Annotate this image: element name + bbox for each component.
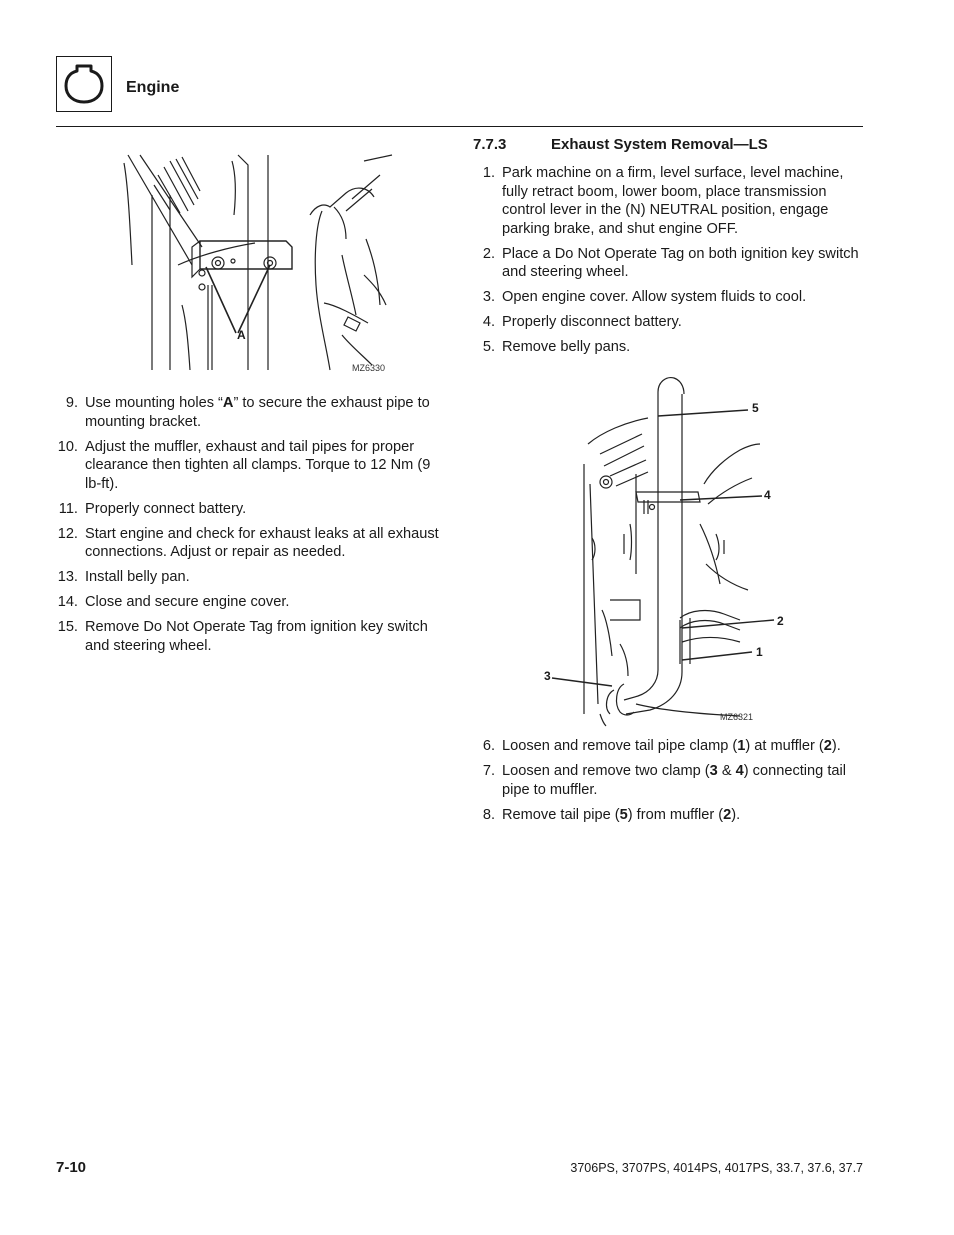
step-number: 6. — [482, 738, 495, 754]
step-text — [502, 738, 841, 754]
step-text-bold: 2 — [723, 806, 732, 823]
page-number: 7-10 — [56, 1159, 87, 1176]
callout-1: 1 — [756, 645, 763, 659]
step-text — [85, 395, 430, 430]
step-text — [85, 569, 190, 585]
step-text — [502, 165, 843, 237]
exhaust-system-illustration — [540, 374, 784, 726]
step-number: 9. — [65, 395, 78, 411]
step-text-run: Properly connect battery. — [85, 500, 247, 517]
steps-list-right-top — [473, 164, 868, 363]
callout-a: A — [237, 328, 246, 342]
step-text-run: Adjust the muffler, exhaust and tail pipes for proper clearance then tighten all clamps. Torque to 12 Nm (9 lb-ft). — [85, 438, 431, 492]
step-text-run: Close and secure engine cover. — [85, 594, 290, 610]
step-text — [85, 594, 289, 610]
step-text-run: Place a Do Not Operate Tag on both ignition key switch and steering wheel. — [502, 245, 859, 280]
step-number: 2. — [482, 245, 495, 262]
figure-code-mz6330: MZ6330 — [352, 363, 386, 373]
step-text-run: Use mounting holes “ — [85, 395, 223, 411]
header-rule — [56, 126, 863, 127]
step-text-bold: 5 — [619, 806, 628, 823]
step-text-run: Install belly pan. — [85, 569, 190, 585]
step-text-run: ” to secure the exhaust pipe to mounting bracket. — [85, 395, 430, 430]
step-number: 7. — [482, 763, 495, 779]
step-text-run: Open engine cover. Allow system fluids to cool. — [502, 289, 807, 305]
procedure-heading — [473, 136, 768, 153]
step-item — [473, 762, 868, 799]
step-text-run: Remove belly pans. — [502, 339, 631, 355]
callout-3: 3 — [544, 669, 551, 683]
step-item — [473, 737, 868, 756]
step-number: 10. — [57, 438, 78, 455]
step-text — [502, 314, 682, 330]
step-item — [473, 806, 868, 825]
steps-list-right-bottom — [473, 737, 868, 831]
step-text-run: & — [717, 763, 736, 779]
figure-exhaust-tail-pipe — [540, 374, 784, 726]
step-number: 1. — [482, 165, 495, 181]
step-text-bold: A — [222, 395, 234, 411]
procedure-title: Exhaust System Removal—LS — [551, 136, 768, 153]
step-text-run: ) connecting tail pipe to muffler. — [502, 763, 846, 798]
step-item — [56, 438, 441, 494]
step-item — [473, 313, 868, 332]
step-text-bold: 1 — [737, 738, 746, 754]
step-item — [56, 618, 441, 655]
step-number: 11. — [58, 500, 78, 517]
step-text — [85, 501, 246, 517]
step-text-run: ). — [731, 806, 741, 823]
step-text — [502, 807, 740, 823]
step-text-run: ) at muffler ( — [745, 738, 824, 754]
callout-5: 5 — [752, 401, 759, 415]
model-list: 3706PS, 3707PS, 4014PS, 4017PS, 33.7, 37.6, 37.7 — [570, 1161, 863, 1175]
step-item — [56, 568, 441, 587]
procedure-number: 7.7.3 — [473, 136, 507, 153]
section-title: Engine — [126, 79, 180, 96]
step-item — [56, 394, 441, 431]
mounting-bracket-illustration — [110, 155, 400, 377]
step-text-run: ) from muffler ( — [627, 806, 724, 823]
step-text-run: Remove Do Not Operate Tag from ignition key switch and steering wheel. — [85, 619, 428, 654]
step-number: 15. — [57, 619, 78, 635]
step-number: 14. — [57, 594, 78, 610]
step-text-run: ). — [831, 738, 841, 754]
step-item — [56, 500, 441, 519]
step-text — [502, 339, 630, 355]
step-item — [473, 245, 868, 282]
step-item — [473, 338, 868, 357]
step-item — [473, 164, 868, 238]
step-text-run: Properly disconnect battery. — [502, 314, 682, 330]
step-number: 13. — [57, 569, 78, 585]
step-number: 4. — [482, 314, 495, 330]
engine-icon — [57, 57, 111, 111]
step-text-run: Loosen and remove tail pipe clamp ( — [502, 738, 738, 754]
figure-code-mz6321: MZ6321 — [720, 712, 754, 722]
step-text-bold: 4 — [735, 763, 744, 779]
steps-list-left — [56, 394, 441, 662]
step-text — [85, 619, 428, 654]
step-text — [502, 246, 859, 281]
step-text-run: Park machine on a firm, level surface, level machine, fully retract boom, lower boom, place transmission control lever in the (N) NEUTRAL position, engage parking brake, and shut engine OFF. — [502, 165, 844, 237]
step-number: 8. — [482, 806, 495, 823]
step-item — [56, 593, 441, 612]
step-item — [56, 525, 441, 562]
engine-icon-box — [56, 56, 112, 112]
callout-4: 4 — [764, 488, 771, 502]
step-text — [85, 439, 430, 492]
step-text — [502, 289, 806, 305]
step-text-bold: 3 — [709, 763, 718, 779]
figure-mounting-bracket — [110, 155, 400, 377]
step-text-run: Start engine and check for exhaust leaks at all exhaust connections. Adjust or repair as needed. — [85, 525, 439, 560]
step-text — [85, 526, 439, 561]
step-item — [473, 288, 868, 307]
step-text-run: Remove tail pipe ( — [502, 806, 620, 823]
step-number: 5. — [482, 339, 495, 355]
callout-2: 2 — [777, 614, 784, 628]
step-text-run: Loosen and remove two clamp ( — [502, 763, 710, 779]
step-text — [502, 763, 846, 798]
step-number: 3. — [482, 289, 495, 305]
step-text-bold: 2 — [823, 738, 832, 754]
step-number: 12. — [57, 525, 78, 542]
